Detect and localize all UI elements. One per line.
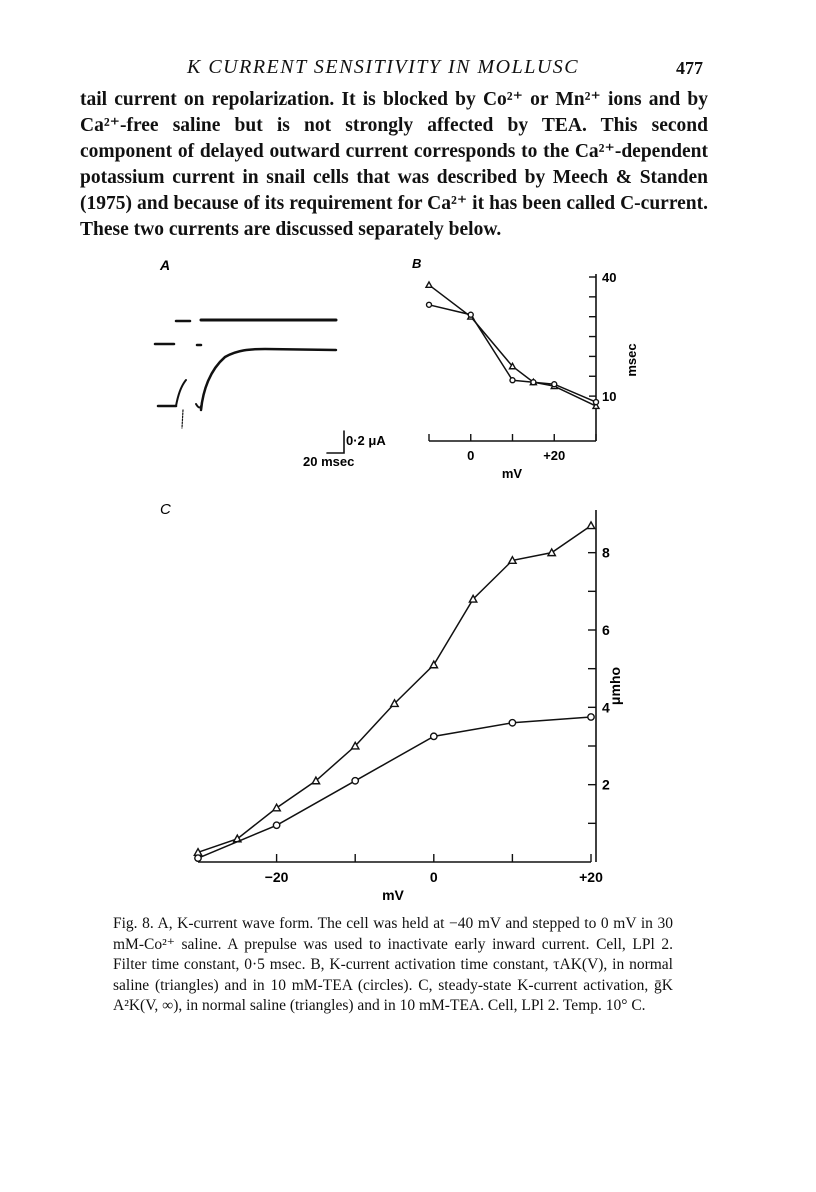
series-line-triangle xyxy=(429,285,596,406)
running-title: K CURRENT SENSITIVITY IN MOLLUSC xyxy=(187,56,580,78)
series-line-circle xyxy=(198,717,591,858)
data-point-triangle xyxy=(587,522,594,529)
trace-current-onset xyxy=(196,402,202,408)
series-line-circle xyxy=(429,305,596,402)
y-tick-label: 40 xyxy=(602,270,617,285)
data-point-circle xyxy=(431,733,437,739)
x-axis-title: mV xyxy=(501,466,523,481)
page-number: 477 xyxy=(676,58,703,78)
data-point-circle xyxy=(531,380,536,385)
x-tick-label: 0 xyxy=(429,869,438,885)
x-tick-label: 0 xyxy=(467,448,475,463)
caption-label: Fig. 8. xyxy=(113,915,154,932)
y-tick-label: 6 xyxy=(602,622,610,638)
data-point-circle xyxy=(195,855,201,861)
body-paragraph: tail current on repolarization. It is blocked by Co²⁺ or Mn²⁺ ions and by Ca²⁺-free saline but is not strongly affected by TEA. This second component of delayed outward current corresponds to the Ca²⁺-dependent potassium current in snail cells that was described by Meech & Standen (1975) and because of its requirement for Ca²⁺ it has been called C-current. These two currents are discussed separately below. xyxy=(80,89,708,240)
data-point-circle xyxy=(510,378,515,383)
data-point-circle xyxy=(468,312,473,317)
panel-b-label: B xyxy=(412,256,422,271)
chart-c xyxy=(194,510,623,900)
data-point-circle xyxy=(588,714,594,720)
y-axis-title: μmho xyxy=(607,666,623,706)
data-point-triangle xyxy=(548,549,555,556)
x-tick-label: +20 xyxy=(543,448,566,463)
data-point-triangle xyxy=(426,282,432,287)
x-tick-label: +20 xyxy=(579,869,603,885)
data-point-circle xyxy=(352,778,358,784)
data-point-triangle xyxy=(273,804,280,811)
data-point-circle xyxy=(273,822,279,828)
y-tick-label: 8 xyxy=(602,544,610,561)
caption-text: A, K-current wave form. The cell was held at −40 mV and stepped to 0 mV in 30 mM-Co²⁺ saline. A prepulse was used to inactivate early inward current. Cell, LPl 2. Filter time constant, 0·5 msec. B, K-current activation time constant, τAK(V), in normal saline (triangles) and in 10 mM-TEA (circles). C, steady-state K-current activation, ḡK A²K(V, ∞), in normal saline (triangles) and in 10 mM-TEA. Cell, LPl 2. Temp. 10° C. xyxy=(113,915,673,1014)
figure-caption xyxy=(113,914,673,1017)
panel-a-label: A xyxy=(160,257,171,273)
trace-current-response xyxy=(201,349,336,410)
trace-transient xyxy=(176,380,186,406)
y-tick-label: 2 xyxy=(602,776,610,793)
series-line-triangle xyxy=(198,526,591,853)
y-axis-title: msec xyxy=(624,343,639,377)
y-tick-label: 10 xyxy=(602,389,617,405)
trace-transient-tail xyxy=(182,410,183,428)
data-point-circle xyxy=(552,382,557,387)
scale-current-label: 0·2 μA xyxy=(346,433,386,448)
data-point-triangle xyxy=(509,557,516,564)
x-tick-label: −20 xyxy=(264,869,289,885)
chart-b xyxy=(426,270,639,481)
x-axis-title: mV xyxy=(382,887,404,900)
scale-bar xyxy=(327,431,344,453)
panel-c-label: C xyxy=(160,501,171,518)
data-point-circle xyxy=(594,400,599,405)
y-tick-label: 4 xyxy=(602,699,610,716)
scale-time-label: 20 msec xyxy=(303,454,355,469)
panel-a-traces xyxy=(155,320,344,453)
data-point-circle xyxy=(509,720,515,726)
data-point-triangle xyxy=(430,661,437,668)
data-point-circle xyxy=(427,302,432,307)
